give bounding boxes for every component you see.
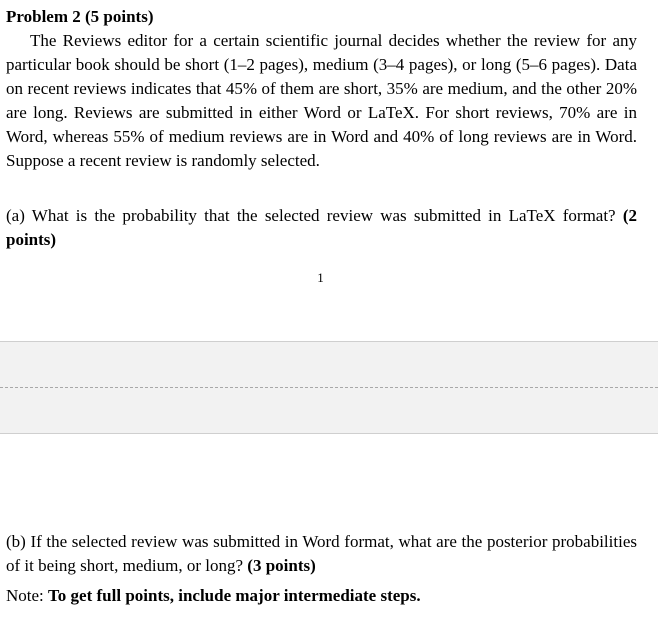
- part-b-points: (3 points): [247, 556, 316, 575]
- problem-heading: Problem 2 (5 points): [6, 7, 154, 26]
- note: [6, 584, 637, 608]
- page-number: 1: [317, 270, 324, 285]
- part-b-question: [6, 530, 637, 578]
- part-b-text: (b) If the selected review was submitted in Word format, what are the posterior probabilities of it being short, medium, or long?: [6, 532, 637, 575]
- note-label: Note:: [6, 586, 44, 605]
- note-text: To get full points, include major intermediate steps.: [48, 586, 421, 605]
- part-a-points: (2 points): [6, 206, 637, 249]
- part-a-question: [6, 204, 637, 252]
- problem-statement: The Reviews editor for a certain scientific journal decides whether the review for any particular book should be short (1–2 pages), medium (3–4 pages), or long (5–6 pages). Data on recent reviews indicates that 45% of them are short, 35% are medium, and the other 20% are long. Reviews are submitted in either Word or LaTeX. For short reviews, 70% are in Word, whereas 55% of medium reviews are in Word and 40% of long reviews are in Word. Suppose a recent review is randomly selected.: [6, 31, 637, 170]
- part-a-text: (a) What is the probability that the selected review was submitted in LaTeX format?: [6, 206, 616, 225]
- page-break-divider: [0, 387, 658, 388]
- page-gap: [0, 341, 658, 434]
